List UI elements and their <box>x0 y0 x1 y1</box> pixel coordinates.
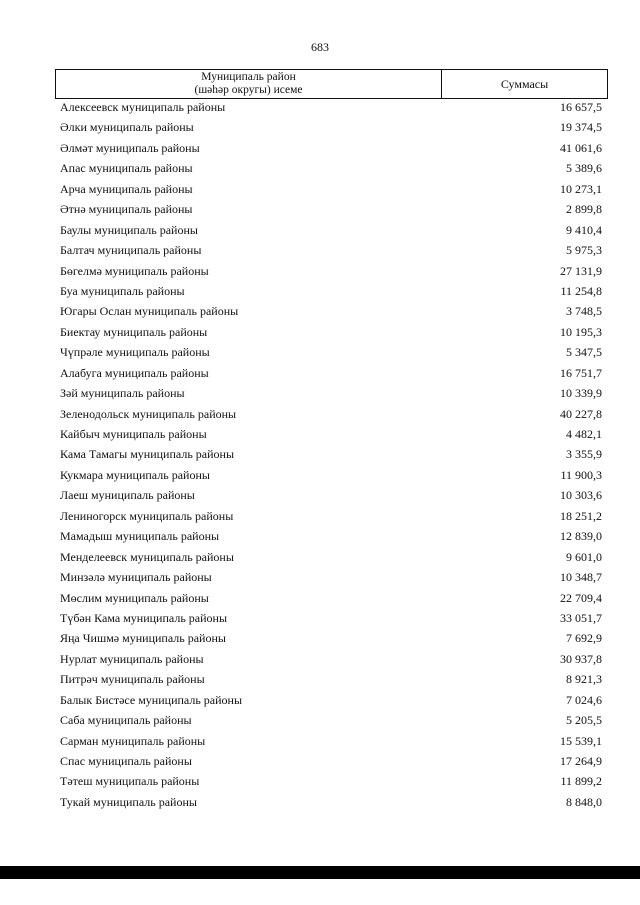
district-name: Арча муниципаль районы <box>60 181 193 196</box>
district-name: Минзәлә муниципаль районы <box>60 570 212 585</box>
table-row <box>0 671 640 691</box>
district-name: Алабуга муниципаль районы <box>60 365 209 380</box>
district-amount: 10 195,3 <box>560 324 602 339</box>
district-name: Спас муниципаль районы <box>60 754 192 768</box>
district-amount: 11 900,3 <box>560 467 602 482</box>
district-amount: 22 709,4 <box>560 590 602 605</box>
table-row <box>0 201 640 221</box>
table-row <box>0 651 640 671</box>
district-amount: 17 264,9 <box>560 754 602 768</box>
district-amount: 5 975,3 <box>566 243 602 258</box>
header-column-name <box>56 70 442 98</box>
district-name: Питрәч муниципаль районы <box>60 672 205 687</box>
district-amount: 16 751,7 <box>560 365 602 380</box>
table-row <box>0 140 640 160</box>
table-row <box>0 385 640 405</box>
district-name: Апас муниципаль районы <box>60 161 193 176</box>
district-amount: 11 899,2 <box>560 774 602 789</box>
scan-edge-bar <box>0 866 640 879</box>
district-name: Кайбыч муниципаль районы <box>60 427 207 441</box>
district-amount: 27 131,9 <box>560 263 602 278</box>
table-row <box>0 324 640 344</box>
header-column-amount: Суммасы <box>500 76 549 91</box>
district-name: Яңа Чишмә муниципаль районы <box>60 631 226 646</box>
table-header <box>55 69 608 99</box>
district-name: Балтач муниципаль районы <box>60 243 202 258</box>
district-amount: 18 251,2 <box>560 508 602 523</box>
district-name: Зеленодольск муниципаль районы <box>60 406 237 421</box>
table-row <box>0 242 640 262</box>
district-name: Кукмара муниципаль районы <box>60 467 210 482</box>
district-name: Саба муниципаль районы <box>60 713 192 728</box>
district-name: Балык Бистәсе муниципаль районы <box>60 692 243 707</box>
table-row <box>0 508 640 528</box>
district-name: Әтнә муниципаль районы <box>60 202 193 217</box>
table-row <box>0 733 640 753</box>
district-name: Бөгелмә муниципаль районы <box>60 263 209 278</box>
table-row <box>0 160 640 180</box>
district-amount: 10 273,1 <box>560 181 602 196</box>
table-row <box>0 426 640 446</box>
table-row <box>0 181 640 201</box>
table-row <box>0 263 640 283</box>
district-amount: 4 482,1 <box>566 427 602 441</box>
district-amount: 9 601,0 <box>566 549 602 564</box>
table-row <box>0 365 640 385</box>
district-name: Югары Ослан муниципаль районы <box>60 304 239 319</box>
table-row <box>0 487 640 507</box>
district-name: Кама Тамагы муниципаль районы <box>60 447 235 462</box>
district-name: Тукай муниципаль районы <box>60 794 197 809</box>
district-name: Түбән Кама муниципаль районы <box>60 610 228 625</box>
district-amount: 8 921,3 <box>566 672 602 687</box>
district-name: Биектау муниципаль районы <box>60 324 208 339</box>
table-row <box>0 222 640 242</box>
district-name: Буа муниципаль районы <box>60 283 185 298</box>
district-name: Әлки муниципаль районы <box>60 120 194 135</box>
district-amount: 15 539,1 <box>560 733 602 748</box>
district-name: Әлмәт муниципаль районы <box>60 140 200 155</box>
district-amount: 7 692,9 <box>566 631 602 646</box>
district-amount: 10 303,6 <box>560 488 602 503</box>
table-row <box>0 119 640 139</box>
district-amount: 5 347,5 <box>566 345 602 360</box>
district-amount: 10 348,7 <box>560 570 602 585</box>
district-amount: 10 339,9 <box>560 386 602 401</box>
district-name: Зәй муниципаль районы <box>60 386 185 401</box>
table-body <box>0 99 640 814</box>
district-amount: 16 657,5 <box>560 100 602 114</box>
page-number: 683 <box>311 40 329 54</box>
district-amount: 8 848,0 <box>566 794 602 809</box>
district-name: Алексеевск муниципаль районы <box>60 100 226 114</box>
table-row <box>0 630 640 650</box>
table-row <box>0 549 640 569</box>
district-amount: 5 205,5 <box>566 713 602 728</box>
district-name: Сарман муниципаль районы <box>60 733 206 748</box>
table-row <box>0 344 640 364</box>
district-name: Лаеш муниципаль районы <box>60 488 195 503</box>
table-row <box>0 692 640 712</box>
table-row <box>0 590 640 610</box>
table-row <box>0 446 640 466</box>
district-amount: 30 937,8 <box>560 651 602 666</box>
table-row <box>0 569 640 589</box>
district-name: Баулы муниципаль районы <box>60 222 198 237</box>
table-row <box>0 283 640 303</box>
table-row <box>0 773 640 793</box>
district-amount: 33 051,7 <box>560 610 602 625</box>
district-amount: 9 410,4 <box>566 222 602 237</box>
table-row <box>0 712 640 732</box>
district-amount: 7 024,6 <box>566 692 602 707</box>
district-amount: 41 061,6 <box>560 140 602 155</box>
district-amount: 3 355,9 <box>566 447 602 462</box>
district-name: Мөслим муниципаль районы <box>60 590 209 605</box>
table-row <box>0 753 640 773</box>
header-name-line2: (шәһәр округы) исеме <box>194 84 303 96</box>
district-name: Чүпрәле муниципаль районы <box>60 345 210 360</box>
district-amount: 2 899,8 <box>566 202 602 217</box>
district-amount: 12 839,0 <box>560 529 602 544</box>
district-name: Нурлат муниципаль районы <box>60 651 204 666</box>
district-amount: 19 374,5 <box>560 120 602 135</box>
table-row <box>0 467 640 487</box>
district-amount: 3 748,5 <box>566 304 602 319</box>
district-amount: 40 227,8 <box>560 406 602 421</box>
district-name: Лениногорск муниципаль районы <box>60 508 234 523</box>
table-row <box>0 794 640 814</box>
table-row <box>0 406 640 426</box>
district-name: Тәтеш муниципаль районы <box>60 774 200 789</box>
district-name: Менделеевск муниципаль районы <box>60 549 234 564</box>
table-row <box>0 303 640 323</box>
table-row <box>0 610 640 630</box>
district-name: Мамадыш муниципаль районы <box>60 529 220 544</box>
table-row <box>0 528 640 548</box>
header-name-line1: Муниципаль район <box>201 71 296 83</box>
district-amount: 5 389,6 <box>566 161 602 176</box>
district-amount: 11 254,8 <box>560 283 602 298</box>
table-row <box>0 99 640 119</box>
